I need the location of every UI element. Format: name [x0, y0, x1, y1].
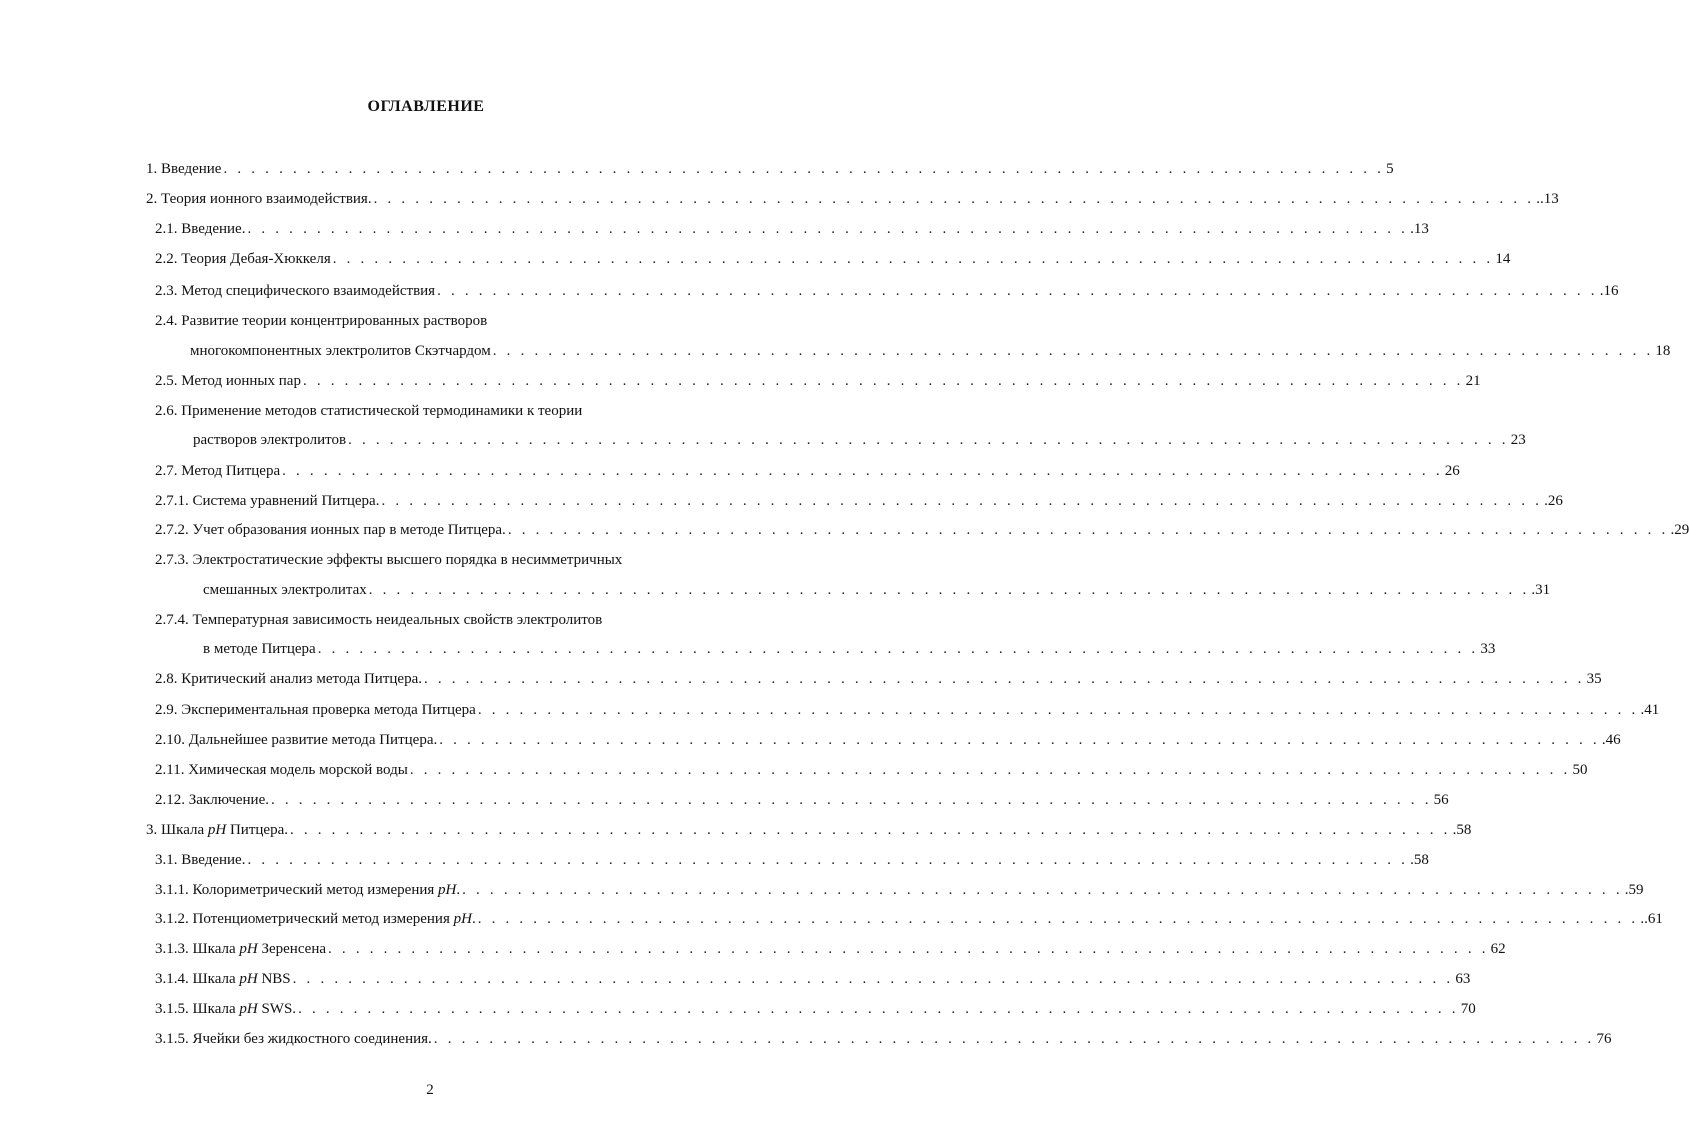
toc-entry-page: 56: [1433, 792, 1449, 808]
toc-entry-label: 2.8. Критический анализ метода Питцера.: [155, 671, 422, 687]
toc-dot-leader: . . . . . . . . . . . . . . . . . . . . . . . . . . . . . . . . . . . . . . . . . . . . . . . . . . . . . . . . . . . . . . . . . . . . . . . . . . . . . . . . . . . .: [292, 971, 1454, 987]
toc-entry-heading[interactable]: [155, 311, 487, 331]
toc-dot-leader: . . . . . . . . . . . . . . . . . . . . . . . . . . . . . . . . . . . . . . . . . . . . . . . . . . . . . . . . . . . . . . . . . . . . . . . . . . . . . . . . . . . .: [368, 582, 1530, 598]
toc-entry-page: .46: [1601, 732, 1621, 748]
toc-entry-page: 76: [1596, 1031, 1612, 1047]
toc-dot-leader: . . . . . . . . . . . . . . . . . . . . . . . . . . . . . . . . . . . . . . . . . . . . . . . . . . . . . . . . . . . . . . . . . . . . . . . . . . . . . . . . . . . .: [462, 882, 1623, 898]
toc-dot-leader: . . . . . . . . . . . . . . . . . . . . . . . . . . . . . . . . . . . . . . . . . . . . . . . . . . . . . . . . . . . . . . . . . . . . . . . . . . . . . . . . . . . .: [328, 941, 1489, 957]
toc-dot-leader: . . . . . . . . . . . . . . . . . . . . . . . . . . . . . . . . . . . . . . . . . . . . . . . . . . . . . . . . . . . . . . . . . . . . . . . . . . . . . . . . . . . .: [348, 432, 1509, 448]
toc-dot-leader: . . . . . . . . . . . . . . . . . . . . . . . . . . . . . . . . . . . . . . . . . . . . . . . . . . . . . . . . . . . . . . . . . . . . . . . . . . . . . . . . . . . .: [433, 1031, 1595, 1047]
toc-entry[interactable]: [155, 999, 1476, 1019]
toc-entry[interactable]: [155, 461, 1460, 481]
page-title: ОГЛАВЛЕНИЕ: [367, 98, 485, 115]
toc-dot-leader: . . . . . . . . . . . . . . . . . . . . . . . . . . . . . . . . . . . . . . . . . . . . . . . . . . . . . . . . . . . . . . . . . . . . . . . . . . . . . . . . . . . .: [223, 161, 1385, 177]
toc-entry[interactable]: [203, 639, 1496, 659]
toc-entry[interactable]: [155, 281, 1619, 301]
toc-dot-leader: . . . . . . . . . . . . . . . . . . . . . . . . . . . . . . . . . . . . . . . . . . . . . . . . . . . . . . . . . . . . . . . . . . . . . . . . . . . . . . . . . . . .: [507, 522, 1669, 538]
toc-entry-label: 2.6. Применение методов статистической термодинамики к теории: [155, 403, 583, 419]
toc-entry-page: 70: [1460, 1001, 1476, 1017]
toc-entry[interactable]: [146, 159, 1394, 179]
toc-entry-label: 2.11. Химическая модель морской воды: [155, 762, 408, 778]
toc-entry[interactable]: [155, 790, 1449, 810]
toc-dot-leader: . . . . . . . . . . . . . . . . . . . . . . . . . . . . . . . . . . . . . . . . . . . . . . . . . . . . . . . . . . . . . . . . . . . . . . . . . . . . . . . . . . . .: [437, 283, 1598, 299]
ph-variable: pH: [438, 882, 457, 898]
toc-entry-label: смешанных электролитах: [203, 582, 367, 598]
toc-entry-label: 2.7.4. Температурная зависимость неидеальных свойств электролитов: [155, 612, 603, 628]
toc-entry[interactable]: [155, 700, 1660, 720]
toc-entry-page: 23: [1510, 432, 1526, 448]
toc-dot-leader: . . . . . . . . . . . . . . . . . . . . . . . . . . . . . . . . . . . . . . . . . . . . . . . . . . . . . . . . . . . . . . . . . . . . . . . . . . . . . . . . . . . .: [271, 792, 1432, 808]
toc-entry-label: 2.12. Заключение.: [155, 792, 269, 808]
toc-entry-label: 3.1.5. Ячейки без жидкостного соединения.: [155, 1031, 432, 1047]
toc-entry-heading[interactable]: [155, 401, 582, 421]
toc-entry-page: .16: [1599, 283, 1619, 299]
toc-entry[interactable]: [155, 969, 1471, 989]
toc-entry[interactable]: [155, 1029, 1612, 1049]
toc-dot-leader: . . . . . . . . . . . . . . . . . . . . . . . . . . . . . . . . . . . . . . . . . . . . . . . . . . . . . . . . . . . . . . . . . . . . . . . . . . . . . . . . . . . .: [373, 191, 1535, 207]
toc-entry-page: 63: [1455, 971, 1471, 987]
toc-dot-leader: . . . . . . . . . . . . . . . . . . . . . . . . . . . . . . . . . . . . . . . . . . . . . . . . . . . . . . . . . . . . . . . . . . . . . . . . . . . . . . . . . . . .: [477, 702, 1639, 718]
toc-entry-label: 3.1.5. Шкала pH SWS.: [155, 1001, 297, 1017]
toc-entry-label: в методе Питцера: [203, 641, 316, 657]
toc-entry[interactable]: [203, 580, 1551, 600]
toc-entry-page: 50: [1572, 762, 1588, 778]
page-number: 2: [426, 1082, 434, 1098]
toc-entry-label: 2.2. Теория Дебая-Хюккеля: [155, 251, 331, 267]
toc-entry[interactable]: [155, 760, 1588, 780]
toc-entry[interactable]: [155, 520, 1689, 540]
toc-entry-label: 2.9. Экспериментальная проверка метода Питцера: [155, 702, 476, 718]
toc-entry[interactable]: [193, 430, 1526, 450]
toc-entry-label: 2.1. Введение.: [155, 221, 246, 237]
toc-entry-heading[interactable]: [155, 610, 602, 630]
toc-entry-label: 2.10. Дальнейшее развитие метода Питцера.: [155, 732, 438, 748]
toc-entry-page: .13: [1410, 221, 1429, 237]
toc-entry-page: 18: [1655, 343, 1671, 359]
toc-entry-page: ..13: [1536, 191, 1559, 207]
toc-entry-label: 3.1.3. Шкала pH Зеренсена: [155, 941, 327, 957]
toc-entry-label: 3.1.1. Колориметрический метод измерения pH.: [155, 882, 461, 898]
toc-entry-page: 26: [1444, 463, 1460, 479]
toc-entry-label: 3. Шкала pH Питцера.: [146, 822, 288, 838]
toc-entry[interactable]: [155, 371, 1481, 391]
toc-entry[interactable]: [155, 730, 1621, 750]
ph-variable: pH: [239, 1001, 258, 1017]
ph-variable: pH: [207, 822, 227, 838]
toc-entry[interactable]: [155, 669, 1602, 689]
toc-entry[interactable]: [155, 909, 1663, 929]
toc-entry-page: 5: [1386, 161, 1394, 177]
toc-entry[interactable]: [146, 820, 1472, 840]
toc-entry-page: .26: [1544, 493, 1563, 509]
toc-entry-page: 21: [1465, 373, 1481, 389]
toc-entry-page: 62: [1490, 941, 1506, 957]
toc-entry-page: .29: [1670, 522, 1689, 538]
toc-dot-leader: . . . . . . . . . . . . . . . . . . . . . . . . . . . . . . . . . . . . . . . . . . . . . . . . . . . . . . . . . . . . . . . . . . . . . . . . . . . . . . . . . . . .: [247, 221, 1409, 237]
toc-dot-leader: . . . . . . . . . . . . . . . . . . . . . . . . . . . . . . . . . . . . . . . . . . . . . . . . . . . . . . . . . . . . . . . . . . . . . . . . . . . . . . . . . . . .: [477, 911, 1639, 927]
toc-entry[interactable]: [155, 219, 1429, 239]
toc-entry-page: 14: [1495, 251, 1511, 267]
toc-entry[interactable]: [190, 341, 1671, 361]
toc-entry-label: 3.1.2. Потенциометрический метод измерения pH.: [155, 911, 476, 927]
toc-entry-label: 2.7. Метод Питцера: [155, 463, 281, 479]
toc-entry-label: растворов электролитов: [193, 432, 347, 448]
toc-dot-leader: . . . . . . . . . . . . . . . . . . . . . . . . . . . . . . . . . . . . . . . . . . . . . . . . . . . . . . . . . . . . . . . . . . . . . . . . . . . . . . . . . . . .: [317, 641, 1479, 657]
ph-variable: pH: [239, 971, 258, 987]
toc-dot-leader: . . . . . . . . . . . . . . . . . . . . . . . . . . . . . . . . . . . . . . . . . . . . . . . . . . . . . . . . . . . . . . . . . . . . . . . . . . . . . . . . . . . .: [289, 822, 1451, 838]
toc-dot-leader: . . . . . . . . . . . . . . . . . . . . . . . . . . . . . . . . . . . . . . . . . . . . . . . . . . . . . . . . . . . . . . . . . . . . . . . . . . . . . . . . . . . .: [302, 373, 1464, 389]
toc-entry-page: 35: [1586, 671, 1602, 687]
toc-entry[interactable]: [155, 880, 1644, 900]
toc-entry-label: 3.1. Введение.: [155, 852, 246, 868]
toc-dot-leader: . . . . . . . . . . . . . . . . . . . . . . . . . . . . . . . . . . . . . . . . . . . . . . . . . . . . . . . . . . . . . . . . . . . . . . . . . . . . . . . . . . . .: [439, 732, 1600, 748]
toc-entry-label: 2.5. Метод ионных пар: [155, 373, 301, 389]
toc-entry-heading[interactable]: [155, 550, 622, 570]
toc-dot-leader: . . . . . . . . . . . . . . . . . . . . . . . . . . . . . . . . . . . . . . . . . . . . . . . . . . . . . . . . . . . . . . . . . . . . . . . . . . . . . . . . . . . .: [381, 493, 1543, 509]
toc-entry-label: многокомпонентных электролитов Скэтчардом: [190, 343, 491, 359]
toc-entry-page: ..61: [1640, 911, 1663, 927]
toc-dot-leader: . . . . . . . . . . . . . . . . . . . . . . . . . . . . . . . . . . . . . . . . . . . . . . . . . . . . . . . . . . . . . . . . . . . . . . . . . . . . . . . . . . . .: [423, 671, 1585, 687]
toc-dot-leader: . . . . . . . . . . . . . . . . . . . . . . . . . . . . . . . . . . . . . . . . . . . . . . . . . . . . . . . . . . . . . . . . . . . . . . . . . . . . . . . . . . . .: [298, 1001, 1459, 1017]
toc-dot-leader: . . . . . . . . . . . . . . . . . . . . . . . . . . . . . . . . . . . . . . . . . . . . . . . . . . . . . . . . . . . . . . . . . . . . . . . . . . . . . . . . . . . .: [409, 762, 1571, 778]
toc-dot-leader: . . . . . . . . . . . . . . . . . . . . . . . . . . . . . . . . . . . . . . . . . . . . . . . . . . . . . . . . . . . . . . . . . . . . . . . . . . . . . . . . . . . .: [247, 852, 1409, 868]
toc-entry-page: .58: [1452, 822, 1472, 838]
toc-entry-page: .41: [1640, 702, 1660, 718]
toc-entry-label: 3.1.4. Шкала pH NBS: [155, 971, 291, 987]
toc-entry-page: 33: [1480, 641, 1496, 657]
toc-entry-page: .59: [1624, 882, 1644, 898]
toc-dot-leader: . . . . . . . . . . . . . . . . . . . . . . . . . . . . . . . . . . . . . . . . . . . . . . . . . . . . . . . . . . . . . . . . . . . . . . . . . . . . . . . . . . . .: [492, 343, 1654, 359]
toc-entry-page: .58: [1410, 852, 1429, 868]
toc-entry-label: 2.7.2. Учет образования ионных пар в методе Питцера.: [155, 522, 506, 538]
toc-entry[interactable]: [155, 850, 1429, 870]
toc-entry-label: 2.4. Развитие теории концентрированных растворов: [155, 313, 488, 329]
toc-dot-leader: . . . . . . . . . . . . . . . . . . . . . . . . . . . . . . . . . . . . . . . . . . . . . . . . . . . . . . . . . . . . . . . . . . . . . . . . . . . . . . . . . . . .: [282, 463, 1443, 479]
toc-entry-label: 2.3. Метод специфического взаимодействия: [155, 283, 436, 299]
toc-entry-label: 2.7.3. Электростатические эффекты высшего порядка в несимметричных: [155, 552, 623, 568]
toc-entry[interactable]: [155, 939, 1506, 959]
toc-entry[interactable]: [146, 189, 1559, 209]
ph-variable: pH: [453, 911, 472, 927]
ph-variable: pH: [239, 941, 258, 957]
toc-entry[interactable]: [155, 491, 1563, 511]
toc-dot-leader: . . . . . . . . . . . . . . . . . . . . . . . . . . . . . . . . . . . . . . . . . . . . . . . . . . . . . . . . . . . . . . . . . . . . . . . . . . . . . . . . . . . .: [332, 251, 1494, 267]
toc-entry-page: .31: [1531, 582, 1551, 598]
toc-entry[interactable]: [155, 249, 1511, 269]
toc-entry-label: 1. Введение: [146, 161, 222, 177]
toc-entry-label: 2. Теория ионного взаимодействия.: [146, 191, 372, 207]
toc-entry-label: 2.7.1. Система уравнений Питцера.: [155, 493, 380, 509]
